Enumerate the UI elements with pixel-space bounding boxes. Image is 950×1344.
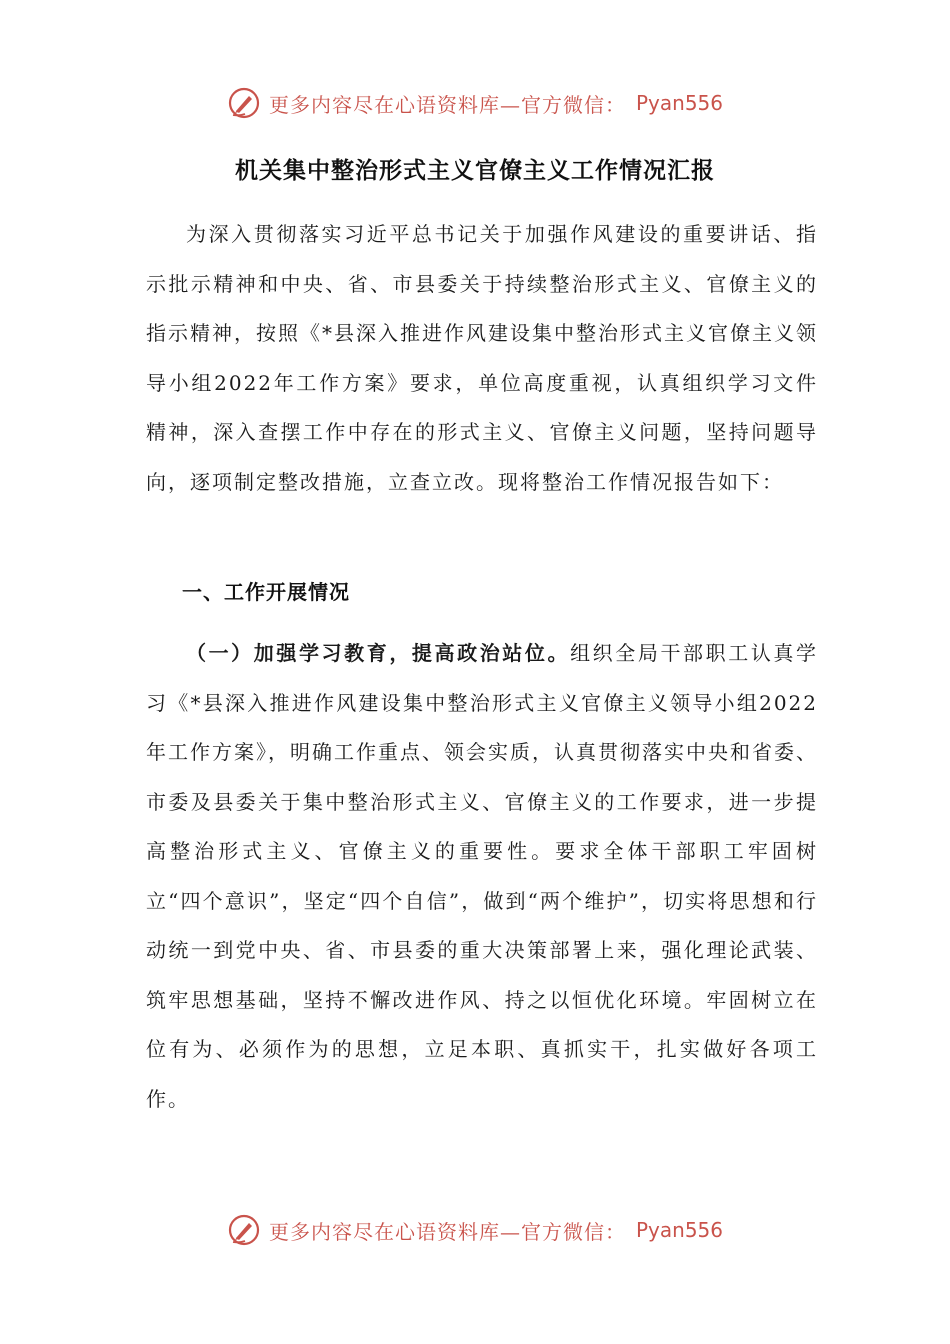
intro-paragraph: 为深入贯彻落实习近平总书记关于加强作风建设的重要讲话、指示批示精神和中央、省、市县委关于持续整治形式主义、官僚主义的指示精神，按照《*县深入推进作风建设集中整治形式主义官僚主义领导小组2022年工作方案》要求，单位高度重视，认真组织学习文件精神，深入查摆工作中存在的形式主义、官僚主义问题，坚持问题导向，逐项制定整改措施，立查立改。现将整治工作情况报告如下：	[146, 222, 818, 494]
document-title: 机关集中整治形式主义官僚主义工作情况汇报	[235, 157, 715, 184]
pen-logo-icon	[227, 1213, 261, 1247]
pen-logo-icon	[227, 86, 261, 120]
item-paragraph	[146, 629, 818, 1124]
watermark-text: 更多内容尽在心语资料库—官方微信：	[268, 92, 626, 117]
watermark-bottom	[0, 1210, 950, 1250]
watermark-id: Pyan556	[635, 1218, 723, 1242]
watermark-top	[0, 83, 950, 123]
watermark-id: Pyan556	[635, 91, 723, 115]
item-lead: （一）加强学习教育，提高政治站位。	[186, 641, 571, 665]
section-heading: 一、工作开展情况	[182, 580, 350, 604]
item-body: 组织全局干部职工认真学习《*县深入推进作风建设集中整治形式主义官僚主义领导小组2022年工作方案》，明确工作重点、领会实质，认真贯彻落实中央和省委、市委及县委关于集中整治形式主义、官僚主义的工作要求，进一步提高整治形式主义、官僚主义的重要性。要求全体干部职工牢固树立“四个意识”，坚定“四个自信”，做到“两个维护”，切实将思想和行动统一到党中央、省、市县委的重大决策部署上来，强化理论武装、筑牢思想基础，坚持不懈改进作风、持之以恒优化环境。牢固树立在位有为、必须作为的思想，立足本职、真抓实干，扎实做好各项工作。	[146, 641, 819, 1111]
watermark-text: 更多内容尽在心语资料库—官方微信：	[268, 1219, 626, 1244]
